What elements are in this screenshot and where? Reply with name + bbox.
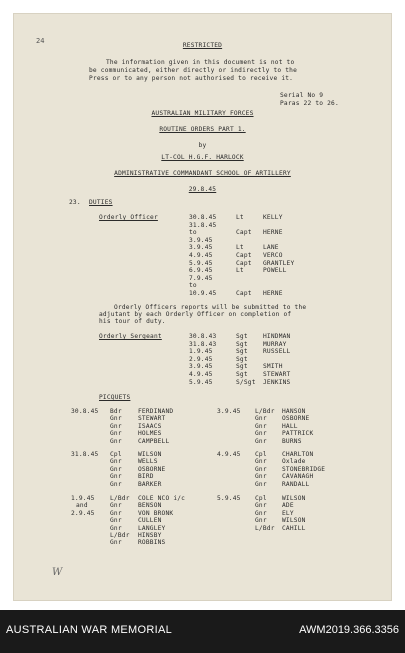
picquet-name: STONEBRIDGE [282,465,326,473]
picquet-rank: Gnr [110,473,122,481]
notice-line-2: be communicated, either directly or indirectly to the [89,67,298,74]
picquet-name: LANGLEY [138,524,166,532]
picquet-name: WILSON [138,451,162,458]
picquet-name: ADE [282,502,294,510]
picquet-rank: Gnr [255,422,267,430]
orderly-officer-rank: Lt [236,267,244,275]
paras-range: Paras 22 to 26. [280,100,339,107]
orderly-officer-date: to [189,282,197,290]
title-forces: AUSTRALIAN MILITARY FORCES [151,110,254,117]
orderly-sergeant-date: 4.9.45 [189,371,213,378]
orderly-officer-name: VERCO [263,252,283,259]
orderly-note-line-3: his tour of duty. [99,318,166,325]
picquet-date: 5.9.45 [217,495,241,502]
handwritten-initial: W [52,567,63,578]
picquet-name: OSBORNE [282,415,310,423]
orderly-sergeant-rank: Sgt [236,363,248,371]
orderly-officer-name: HERNE [263,229,283,237]
picquet-name: FERDINAND [138,408,174,415]
orderly-sergeant-name: STEWART [263,371,291,378]
orderly-sergeant-date: 31.8.43 [189,340,217,348]
picquet-name: CHARLTON [282,451,314,458]
picquet-name: CAVANAGH [282,473,314,481]
picquet-name: HOLMES [138,430,162,438]
orderly-sergeant-date: 30.8.43 [189,333,217,340]
orderly-officer-rank: Capt [236,229,252,237]
orderly-officer-date: 4.9.45 [189,252,213,259]
picquet-name: BURNS [282,437,302,445]
picquet-name: WELLS [138,458,158,466]
picquet-date: 4.9.45 [217,451,241,458]
orderly-sergeant-name: RUSSELL [263,348,291,356]
serial-number: Serial No 9 [280,92,324,99]
orderly-sergeant-name: SMITH [263,363,283,371]
picquets-label: PICQUETS [99,394,131,401]
title-officer: LT-COL H.G.F. HARLOCK [161,154,244,161]
picquet-name: ISAACS [138,422,162,430]
orderly-officer-date: 3.9.45 [189,236,213,244]
picquet-rank: L/Bdr [110,495,130,502]
picquet-rank: Gnr [255,509,267,517]
picquet-rank: Cpl [255,495,267,502]
orderly-sergeant-date: 5.9.45 [189,378,213,386]
picquet-rank: L/Bdr [255,408,275,415]
orderly-officer-date: 10.9.45 [189,290,217,297]
orderly-officer-rank: Capt [236,252,252,259]
orderly-officer-date: 6.9.45 [189,267,213,275]
title-date: 29.8.45 [188,186,217,193]
picquet-rank: Gnr [255,465,267,473]
orderly-sergeant-label: Orderly Sergeant [99,333,162,340]
orderly-officer-rank: Capt [236,290,252,297]
picquet-rank: Gnr [255,502,267,510]
orderly-sergeant-name: HINDMAN [263,333,291,340]
picquet-name: BIRD [138,473,154,481]
para-number: 23. [69,199,81,206]
picquet-rank: Cpl [110,451,122,458]
picquet-name: WILSON [282,495,306,502]
picquet-date: and [76,502,88,510]
picquet-name: STEWART [138,415,166,423]
picquet-name: HANSON [282,408,306,415]
picquet-name: OSBORNE [138,465,166,473]
picquet-rank: L/Bdr [255,524,275,532]
orderly-sergeant-name: JENKINS [263,378,291,386]
notice-line-1: The information given in this document is not to [106,59,295,66]
picquet-rank: Gnr [110,458,122,466]
orderly-sergeant-date: 3.9.45 [189,363,213,371]
orderly-sergeant-rank: Sgt [236,355,248,363]
picquet-name: ELY [282,509,294,517]
orderly-sergeant-date: 1.9.45 [189,348,213,356]
orderly-officer-name: HERNE [263,290,283,297]
orderly-officer-date: 31.8.45 [189,221,217,229]
picquet-rank: Gnr [110,517,122,525]
orderly-officer-name: GRANTLEY [263,259,295,267]
orderly-sergeant-rank: Sgt [236,340,248,348]
picquet-rank: Gnr [255,517,267,525]
picquet-rank: Gnr [110,465,122,473]
picquet-date: 30.8.45 [71,408,99,415]
picquet-name: ROBBINS [138,539,166,547]
orderly-officer-label: Orderly Officer [99,214,158,221]
picquet-date: 3.9.45 [217,408,241,415]
picquet-rank: Gnr [110,422,122,430]
picquet-date: 2.9.45 [71,509,95,517]
orderly-officer-date: 3.9.45 [189,244,213,252]
picquet-name: RANDALL [282,480,310,488]
picquet-rank: Gnr [110,437,122,445]
picquet-rank: Gnr [255,480,267,488]
picquet-name: VON BRONK [138,509,174,517]
picquet-name: COLE NCO i/c [138,495,186,502]
picquet-name: PATTRICK [282,430,314,438]
orderly-officer-name: POWELL [263,267,287,275]
picquet-rank: Gnr [110,524,122,532]
picquet-rank: Gnr [255,458,267,466]
orderly-officer-rank: Capt [236,259,252,267]
orderly-officer-date: 5.9.45 [189,259,213,267]
orderly-officer-rank: Lt [236,214,244,221]
picquet-rank: Gnr [110,509,122,517]
orderly-sergeant-date: 2.9.45 [189,355,213,363]
picquet-name: CAHILL [282,524,306,532]
picquet-name: HINSBY [138,532,162,539]
footer-credit: AUSTRALIAN WAR MEMORIAL [6,624,173,636]
orderly-note-line-1: Orderly Officers reports will be submitted to the [114,304,307,311]
picquet-rank: Gnr [110,502,122,510]
orderly-sergeant-rank: Sgt [236,333,248,340]
picquet-name: HALL [282,422,298,430]
picquet-rank: Bdr [110,408,122,415]
picquet-name: BENSON [138,502,162,510]
picquet-rank: Gnr [110,415,122,423]
picquet-rank: Gnr [110,430,122,438]
orderly-officer-date: 7.9.45 [189,274,213,282]
picquet-rank: Gnr [255,430,267,438]
picquet-rank: L/Bdr [110,532,130,539]
orderly-officer-name: LANE [263,244,279,252]
restricted-header: RESTRICTED [182,42,223,49]
orderly-officer-date: 30.8.45 [189,214,217,221]
orderly-sergeant-rank: Sgt [236,371,248,378]
document-page [13,13,392,601]
title-routine-orders: ROUTINE ORDERS PART 1. [159,126,246,133]
orderly-officer-name: KELLY [263,214,283,221]
picquet-date: 31.8.45 [71,451,99,458]
orderly-officer-rank: Lt [236,244,244,252]
picquet-rank: Gnr [255,415,267,423]
picquet-rank: Gnr [255,473,267,481]
orderly-note-line-2: adjutant by each Orderly Officer on completion of [99,311,292,318]
footer-bar [0,610,405,653]
picquet-name: BARKER [138,480,162,488]
title-unit: ADMINISTRATIVE COMMANDANT SCHOOL OF ARTILLERY [114,170,291,177]
picquet-name: CAMPBELL [138,437,170,445]
picquet-date: 1.9.45 [71,495,95,502]
notice-line-3: Press or to any person not authorised to receive it. [89,75,294,82]
para-heading: DUTIES [89,199,113,206]
title-by: by [198,142,207,149]
picquet-rank: Cpl [255,451,267,458]
picquet-name: CULLEN [138,517,162,525]
footer-accession-number: AWM2019.366.3356 [299,624,399,636]
picquet-name: WILSON [282,517,306,525]
orderly-sergeant-name: MURRAY [263,340,287,348]
picquet-rank: Gnr [110,539,122,547]
orderly-sergeant-rank: S/Sgt [236,378,256,386]
orderly-sergeant-rank: Sgt [236,348,248,356]
picquet-rank: Gnr [110,480,122,488]
orderly-officer-date: to [189,229,197,237]
picquet-name: Oxlade [282,458,306,466]
corner-mark: 24 [36,37,45,45]
picquet-rank: Gnr [255,437,267,445]
